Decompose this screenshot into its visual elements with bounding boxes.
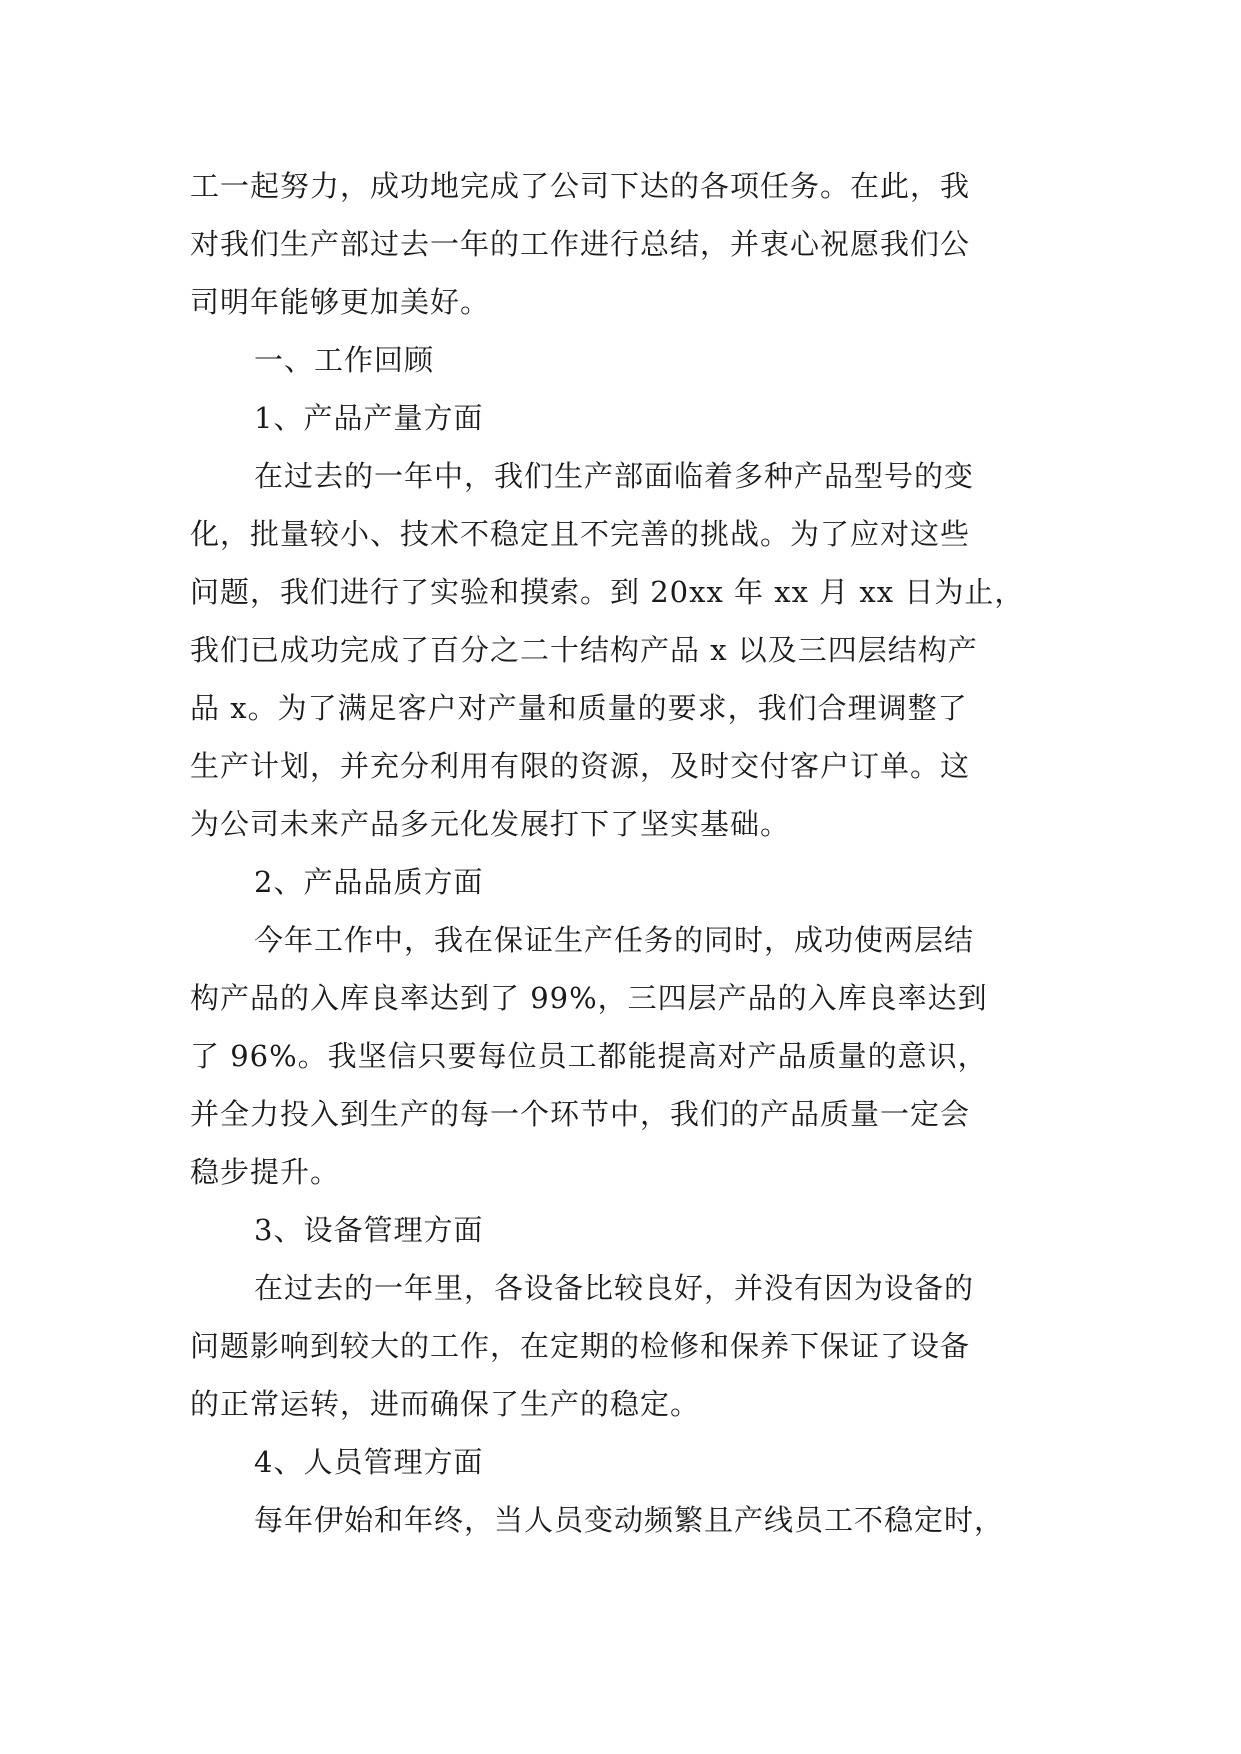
text-line: 稳步提升。	[190, 1155, 341, 1189]
text-line: 3、设备管理方面	[254, 1213, 484, 1247]
text-line: 工一起努力，成功地完成了公司下达的各项任务。在此，我	[190, 169, 971, 203]
text-line: 每年伊始和年终，当人员变动频繁且产线员工不稳定时，	[254, 1503, 1005, 1537]
text-line: 我们已成功完成了百分之二十结构产品 x 以及三四层结构产	[190, 633, 978, 667]
text-line: 的正常运转，进而确保了生产的稳定。	[190, 1387, 701, 1421]
text-line: 问题，我们进行了实验和摸索。到 20xx 年 xx 月 xx 日为止，	[190, 575, 1025, 609]
text-line: 生产计划，并充分利用有限的资源，及时交付客户订单。这	[190, 749, 971, 783]
text-line: 司明年能够更加美好。	[190, 285, 491, 319]
text-line: 在过去的一年中，我们生产部面临着多种产品型号的变	[254, 459, 975, 493]
text-line: 化，批量较小、技术不稳定且不完善的挑战。为了应对这些	[190, 517, 971, 551]
text-line: 并全力投入到生产的每一个环节中，我们的产品质量一定会	[190, 1097, 971, 1131]
text-line: 了 96%。我坚信只要每位员工都能提高对产品质量的意识，	[190, 1039, 988, 1073]
document-body	[190, 157, 1070, 1549]
text-line: 今年工作中，我在保证生产任务的同时，成功使两层结	[254, 923, 975, 957]
text-line: 在过去的一年里，各设备比较良好，并没有因为设备的	[254, 1271, 975, 1305]
text-line: 4、人员管理方面	[254, 1445, 484, 1479]
text-line: 品 x。为了满足客户对产量和质量的要求，我们合理调整了	[190, 691, 968, 725]
text-line: 对我们生产部过去一年的工作进行总结，并衷心祝愿我们公	[190, 227, 971, 261]
text-line: 为公司未来产品多元化发展打下了坚实基础。	[190, 807, 791, 841]
text-line: 2、产品品质方面	[254, 865, 484, 899]
text-line: 一、工作回顾	[254, 343, 435, 377]
text-line: 1、产品产量方面	[254, 401, 484, 435]
text-line: 构产品的入库良率达到了 99%，三四层产品的入库良率达到	[190, 981, 988, 1015]
text-line: 问题影响到较大的工作，在定期的检修和保养下保证了设备	[190, 1329, 971, 1363]
